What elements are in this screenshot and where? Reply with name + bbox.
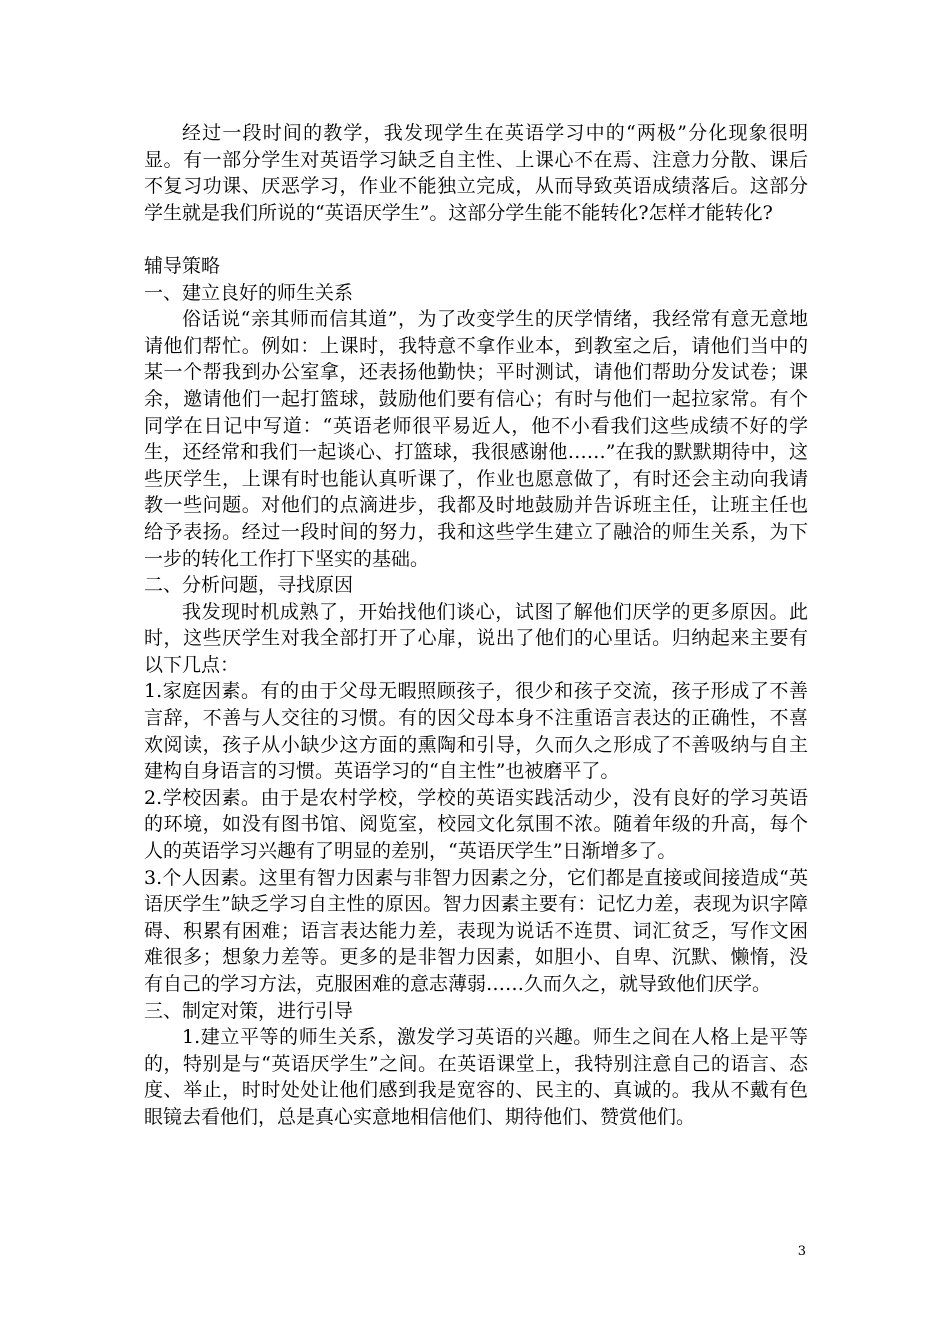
part2-item-school: 2.学校因素。由于是农村学校，学校的英语实践活动少，没有良好的学习英语的环境，如没有图书馆、阅览室，校园文化氛围不浓。随着年级的升高，每个人的英语学习兴趣有了明显的差别，“英语厌学生”日渐增多了。 [144,786,808,863]
part1-heading: 一、建立良好的师生关系 [144,281,354,304]
page-number: 3 [797,1244,806,1259]
part2-heading: 二、分析问题，寻找原因 [144,574,354,597]
part3-heading: 三、制定对策，进行引导 [144,999,354,1022]
part1-paragraph: 俗话说“亲其师而信其道”，为了改变学生的厌学情绪，我经常有意无意地请他们帮忙。例如：上课时，我特意不拿作业本，到教室之后，请他们当中的某一个帮我到办公室拿，还表扬他勤快；平时测试，请他们帮助分发试卷；课余，邀请他们一起打篮球，鼓励他们要有信心；有时与他们一起拉家常。有个同学在日记中写道：“英语老师很平易近人，他不小看我们这些成绩不好的学生，还经常和我们一起谈心、打篮球，我很感谢他……”在我的默默期待中，这些厌学生，上课有时也能认真听课了，作业也愿意做了，有时还会主动向我请教一些问题。对他们的点滴进步，我都及时地鼓励并告诉班主任，让班主任也给予表扬。经过一段时间的努力，我和这些学生建立了融洽的师生关系，为下一步的转化工作打下坚实的基础。 [144,308,808,570]
section-title: 辅导策略 [144,254,221,277]
intro-paragraph: 经过一段时间的教学，我发现学生在英语学习中的“两极”分化现象很明显。有一部分学生对英语学习缺乏自主性、上课心不在焉、注意力分散、课后不复习功课、厌恶学习，作业不能独立完成，从而导致英语成绩落后。这部分学生就是我们所说的“英语厌学生”。这部分学生能不能转化?怎样才能转化? [144,122,808,224]
part2-item-family: 1.家庭因素。有的由于父母无暇照顾孩子，很少和孩子交流，孩子形成了不善言辞，不善与人交往的习惯。有的因父母本身不注重语言表达的正确性，不喜欢阅读，孩子从小缺少这方面的熏陶和引导，久而久之形成了不善吸纳与自主建构自身语言的习惯。英语学习的“自主性”也被磨平了。 [144,680,808,783]
blank-line [144,226,808,253]
part3-paragraph: 1.建立平等的师生关系，激发学习英语的兴趣。师生之间在人格上是平等的，特别是与“英语厌学生”之间。在英语课堂上，我特别注意自己的语言、态度、举止，时时处处让他们感到我是宽容的、民主的、真诚的。我从不戴有色眼镜去看他们，总是真心实意地相信他们、期待他们、赞赏他们。 [144,1026,808,1128]
part2-item-personal: 3.个人因素。这里有智力因素与非智力因素之分，它们都是直接或间接造成“英语厌学生”缺乏学习自主性的原因。智力因素主要有：记忆力差，表现为识字障碍、积累有困难；语言表达能力差，表现为说话不连贯、词汇贫乏，写作文困难很多；想象力差等。更多的是非智力因素，如胆小、自卑、沉默、懒惰，没有自己的学习方法，克服困难的意志薄弱……久而久之，就导致他们厌学。 [144,866,808,995]
document-body [144,120,808,1131]
part2-paragraph: 我发现时机成熟了，开始找他们谈心，试图了解他们厌学的更多原因。此时，这些厌学生对我全部打开了心扉，说出了他们的心里话。归纳起来主要有以下几点： [144,600,808,676]
